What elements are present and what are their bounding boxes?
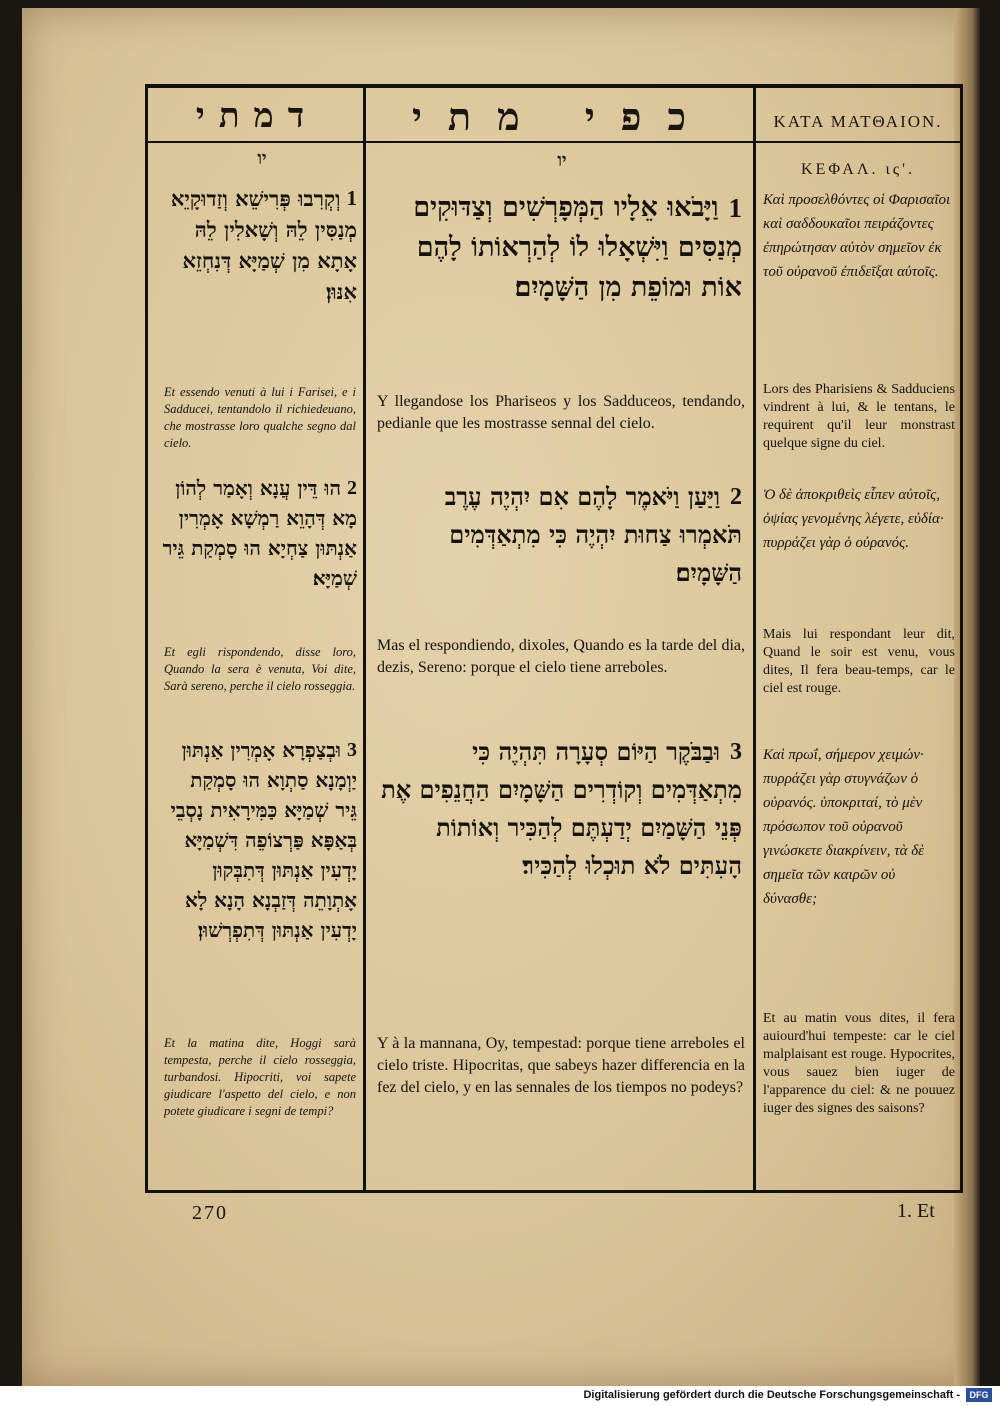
verse-number: 1 [346,186,357,210]
verse-3-aramaic [162,735,357,945]
verse-number: 2 [730,484,742,510]
hebrew-text: וַיַּעַן וַיֹּאמֶר לָהֶם אִם יִהְיֶה עֶרֶב תֹּאמְרוּ צַחוּת יִהְיֶה כִּי מִתְאַדְּמִים הַשָּׁמָיִם׃ [444,482,742,587]
verse-3-italian: Et la matina dite, Hoggi sarà tempesta, perche il cielo rosseggia, turbandosi. Hipocriti, voi sapete giudicare l'aspetto del cielo, e non potete giudicare i segni de tempi? [164,1036,356,1118]
footer-credit-text: Digitalisierung gefördert durch die Deutsche Forschungsgemeinschaft - [583,1389,960,1401]
aramaic-text: הוּ דֵּין עֲנָא וְאָמַר לְהוֹן מָא דְּהָוֵא רַמְשָׁא אָמְרִין אַנְתּוּן צַחְיָא הוּ סָמְקַת גֵּיר שְׁמַיָּא׃ [162,476,357,590]
header-greek: ΚΑΤΑ ΜΑΤΘΑΙΟΝ. [773,112,943,131]
verse-1-greek: Καὶ προσελθόντες οἱ Φαρισαῖοι καὶ σαδδουκαῖοι πειράζοντες ἐπηρώτησαν αὐτὸν σημεῖον ἐκ τοῦ οὐρανοῦ ἐπιδεῖξαι αὐτοῖς. [763,192,951,280]
aramaic-text: וּבְצַפְרָא אָמְרִין אַנְתּוּן יַוְמָנָא סַתְוָא הוּ סָמְקַת גֵּיר שְׁמַיָּא כַּמִּירָאִית נָסְבֵי בְּאַפָּא פַּרְצוֹפֵה דִּשְׁמַיָּא יָדְעִין אַנְתּוּן דְּתִבְּקוּן אָתְוָתֵה דְּזַבְנָא הָנָא לָא יָדְעִין אַנְתּוּן דְּתִפְרְשׁוּן׃ [170,738,357,942]
hebrew-text: וַיָּבֹאוּ אֵלָיו הַמְּפָרְשִׁים וְצַדּוּקִים מְנַסִּים וַיִּשְׁאָלוּ לוֹ לְהַרְאוֹתוֹ לָהֶם אוֹת וּמוֹפֵת מִן הַשָּׁמָיִם׃ [413,192,742,303]
verse-1-spanish: Y llegandose los Phariseos y los Sadduceos, tendando, pedianle que les mostrasse sennal del cielo. [377,393,745,432]
chapter-mark-aramaic: יו [257,148,267,169]
frame-left-rule [145,84,148,1193]
frame-header-rule [145,141,963,143]
verse-2-spanish: Mas el respondiendo, dixoles, Quando es la tarde del dia, dezis, Sereno: porque el cielo tiene arreboles. [377,637,745,676]
catchword: 1. Et [897,1200,935,1222]
verse-2-hebrew [377,478,742,592]
verse-1-aramaic [162,183,357,307]
verse-1-italian: Et essendo venuti à lui i Farisei, e i Sadducei, tentandolo il richiedeuano, che mostrasse loro qualche segno dal cielo. [164,385,356,450]
aramaic-text: וְקְרִבוּ פְּרִישֵׁא וְזַדוּקָיֵא מְנַסִּין לֵהּ וְשָׁאלִין לֵהּ אָתָא מִן שְׁמַיָּא דְּנִחְזֵא אִנּוּן׃ [170,186,357,304]
verse-number: 2 [347,477,357,499]
header-hebrew: כפי מתי [411,94,713,139]
verse-number: 3 [347,739,357,761]
header-aramaic: דמתי [195,96,319,136]
verse-3-french: Et au matin vous dites, il fera auiourd'hui tempeste: car le ciel malplaisant est rouge. Hypocrites, vous sauez bien iuger de l'apparence du ciel: & ne pouuez iuger des signes des saisons? [763,1011,955,1116]
verse-2-aramaic [162,473,357,593]
verse-3-greek: Καὶ πρωΐ, σήμερον χειμών· πυρράζει γὰρ στυγνάζων ὁ οὐρανός. ὑποκριταί, τὸ μὲν πρόσωπον τοῦ οὐρανοῦ γινώσκετε διακρίνειν, τὰ δὲ σημεῖα τῶν καιρῶν οὐ δύνασθε; [763,747,925,907]
dfg-logo: DFG [966,1388,992,1402]
page-number: 270 [192,1202,228,1224]
frame-right-rule [960,84,963,1193]
page-edge-shadow [954,8,980,1386]
verse-2-greek: Ὁ δὲ ἀποκριθεὶς εἶπεν αὐτοῖς, ὀψίας γενομένης λέγετε, εὐδία· πυρράζει γὰρ ὁ οὐρανός. [763,487,944,551]
chapter-mark-greek: ΚΕΦΑΛ. ις'. [801,161,915,178]
book-page [22,8,980,1386]
chapter-mark-hebrew: יו [557,150,567,171]
verse-2-italian: Et egli rispondendo, disse loro, Quando la sera è venuta, Voi dite, Sarà sereno, perche il cielo rosseggia. [164,645,356,693]
frame-top-rule [145,84,963,88]
digitization-footer [0,1386,1000,1406]
verse-2-french: Mais lui respondant leur dit, Quand le soir est venu, vous dites, Il fera beau-temps, car le ciel est rouge. [763,627,955,696]
verse-number: 3 [730,739,742,765]
verse-number: 1 [728,193,742,223]
frame-bottom-rule [145,1190,963,1193]
verse-1-french: Lors des Pharisiens & Sadduciens vindrent à lui, & le tentans, le requirent qu'il leur monstrast quelque signe du ciel. [763,382,955,451]
column-divider-1 [363,84,366,1193]
column-divider-2 [753,84,756,1193]
verse-3-spanish: Y à la mannana, Oy, tempestad: porque tiene arreboles el cielo triste. Hipocritas, que sabeys hazer differencia en la fez del cielo, y en las sennales de los tiempos no podeys? [377,1035,745,1096]
verse-3-hebrew [377,733,742,885]
hebrew-text: וּבַבֹּקֶר הַיּוֹם סְעָרָה תִּהְיֶה כִּי מִתְאַדְּמִים וְקוֹדְרִים הַשָּׁמָיִם הַחֲנֵפִים אֶת פְּנֵי הַשָּׁמַיִם יְדַעְתֶּם לְהַכִּיר וְאוֹתוֹת הָעִתִּים לֹא תוּכְלוּ לְהַכִּיר׃ [381,737,742,880]
verse-1-hebrew [377,188,742,308]
